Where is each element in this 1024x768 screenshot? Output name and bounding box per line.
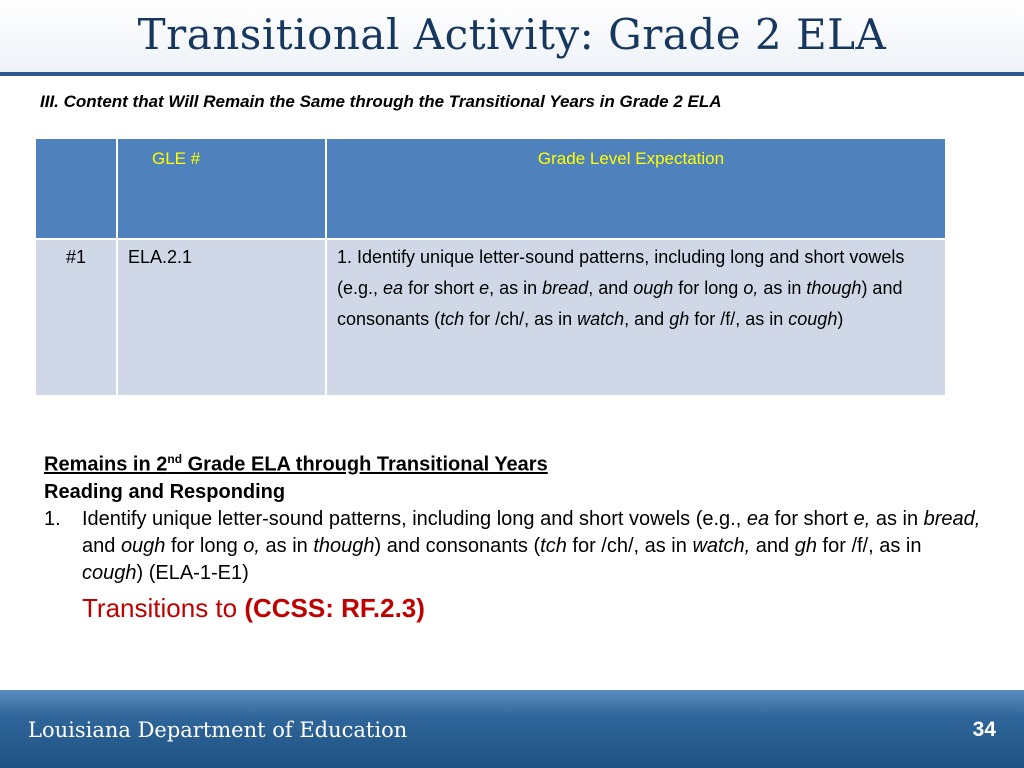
- italic-run: o,: [243, 534, 260, 557]
- text-run: , and: [624, 309, 670, 329]
- text-run: for /ch/, as in: [566, 534, 693, 557]
- italic-run: tch: [540, 534, 567, 557]
- italic-run: tch: [440, 309, 465, 329]
- text-run: for /f/, as in: [816, 534, 922, 557]
- italic-run: e: [479, 278, 490, 298]
- header-cell-expectation: Grade Level Expectation: [326, 138, 946, 239]
- italic-run: though: [313, 534, 375, 557]
- text-run: as in: [758, 278, 807, 298]
- slide-title: Transitional Activity: Grade 2 ELA: [137, 10, 887, 59]
- heading-superscript: nd: [167, 452, 183, 466]
- text-run: for short: [769, 507, 854, 530]
- text-run: for /ch/, as in: [464, 309, 578, 329]
- remains-heading: [44, 446, 984, 479]
- italic-run: cough: [82, 561, 137, 584]
- italic-run: gh: [794, 534, 817, 557]
- text-run: for /f/, as in: [689, 309, 789, 329]
- italic-run: ea: [383, 278, 404, 298]
- text-run: , and: [588, 278, 634, 298]
- gle-table: [34, 137, 947, 397]
- row-expectation-cell: [326, 239, 946, 396]
- list-number: 1.: [44, 507, 61, 530]
- italic-run: bread: [542, 278, 589, 298]
- italic-run: cough: [788, 309, 838, 329]
- text-run: ) and consonants (: [337, 278, 903, 329]
- text-run: Identify unique letter-sound patterns, including long and short vowels (e.g.,: [82, 507, 747, 530]
- table-row: [35, 239, 946, 396]
- text-run: as in: [870, 507, 924, 530]
- italic-run: ough: [633, 278, 674, 298]
- body-content: [44, 446, 984, 622]
- transitions-label: Transitions to: [82, 592, 245, 623]
- text-run: and: [750, 534, 795, 557]
- italic-run: e,: [853, 507, 871, 530]
- text-run: for long: [165, 534, 244, 557]
- text-run: as in: [259, 534, 314, 557]
- text-run: and: [82, 534, 121, 557]
- title-bar: [0, 0, 1024, 76]
- italic-run: bread,: [923, 507, 981, 530]
- header-cell-number: [35, 138, 117, 239]
- text-run: 1. Identify unique letter-sound patterns, including long and short vowels (e.g.,: [337, 247, 905, 298]
- text-run: , as in: [489, 278, 543, 298]
- italic-run: watch,: [692, 534, 751, 557]
- header-cell-gle: GLE #: [117, 138, 326, 239]
- row-number-cell: #1: [35, 239, 117, 396]
- text-run: ) and consonants (: [374, 534, 541, 557]
- ccss-code: (CCSS: RF.2.3): [244, 592, 425, 623]
- heading-text: Remains in 2: [44, 453, 168, 476]
- list-item: [44, 506, 984, 587]
- text-run: ): [837, 309, 844, 329]
- table-header-row: [35, 138, 946, 239]
- text-run: ) (ELA-1-E1): [136, 561, 249, 584]
- page-number: 34: [972, 718, 996, 741]
- italic-run: though: [806, 278, 862, 298]
- italic-run: gh: [669, 309, 690, 329]
- heading-text: Grade ELA through Transitional Years: [182, 453, 548, 476]
- italic-run: ea: [746, 507, 770, 530]
- footer-org-name: Louisiana Department of Education: [28, 718, 408, 742]
- row-gle-cell: ELA.2.1: [117, 239, 326, 396]
- transitions-line: [44, 592, 984, 623]
- italic-run: o,: [743, 278, 759, 298]
- section-subtitle: III. Content that Will Remain the Same through the Transitional Years in Grade 2 ELA: [40, 92, 722, 111]
- footer-bar: [0, 690, 1024, 768]
- text-run: for long: [673, 278, 744, 298]
- reading-responding-heading: Reading and Responding: [44, 480, 286, 503]
- text-run: for short: [403, 278, 480, 298]
- italic-run: watch: [577, 309, 625, 329]
- italic-run: ough: [120, 534, 166, 557]
